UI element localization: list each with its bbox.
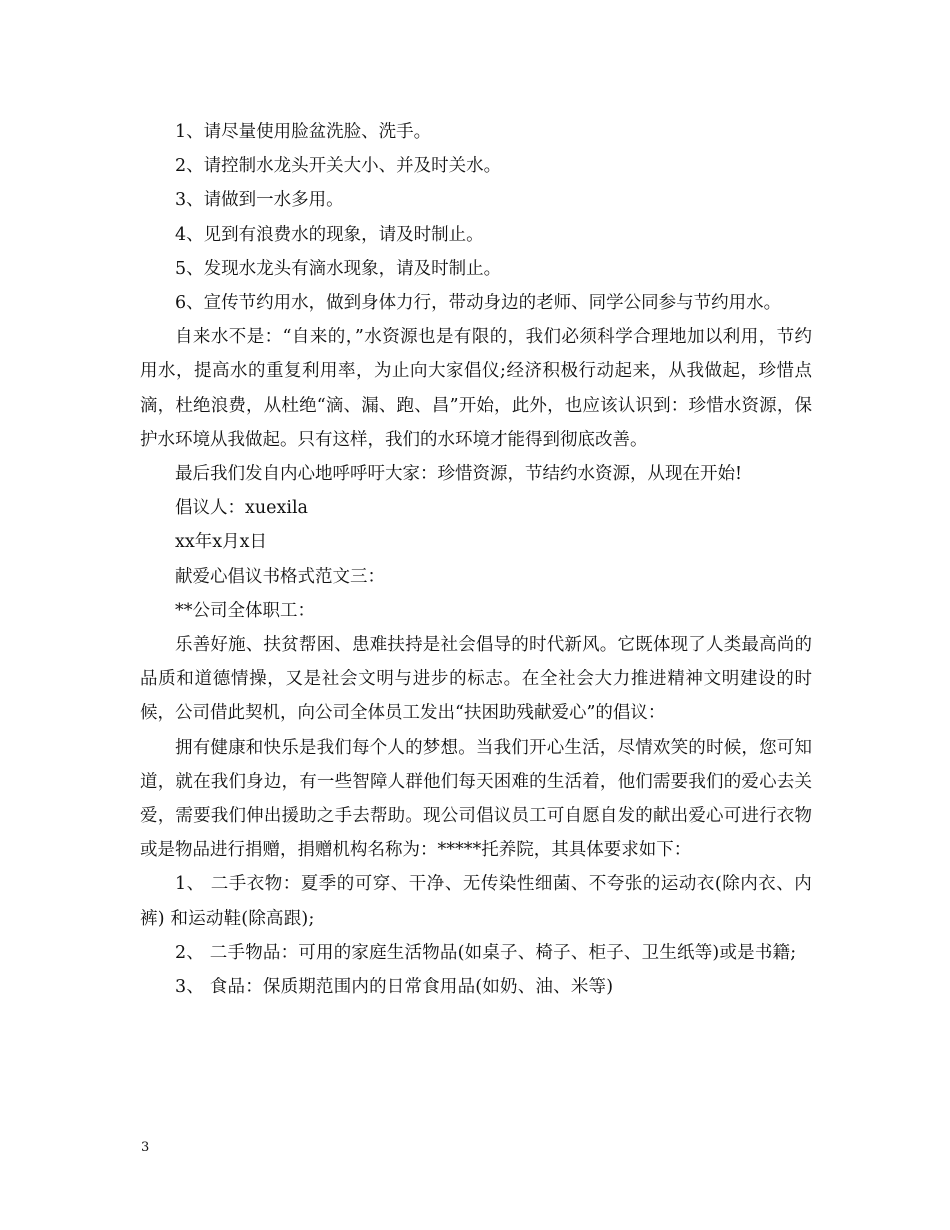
document-body [140,115,812,1004]
list-item-1: 1、请尽量使用脸盆洗脸、洗手。 [175,122,432,142]
donation-item-clothes: 1、 二手衣物：夏季的可穿、干净、无传染性细菌、不夸张的运动衣(除内衣、内裤) 和运动鞋(除高跟); [140,874,812,929]
water-paragraph: 自来水不是：“自来的，”水资源也是有限的，我们必须科学合理地加以利用，节约用水，提高水的重复利用率，为止向大家倡仪;经济积极行动起来，从我做起，珍惜点滴，杜绝浪费，从杜绝“滴、漏、跑、昌”开始，此外，也应该认识到：珍惜水资源，保护水环境从我做起。只有这样，我们的水环境才能得到彻底改善。 [140,327,812,450]
donation-item-goods: 2、 二手物品：可用的家庭生活物品(如桌子、椅子、柜子、卫生纸等)或是书籍; [175,942,797,963]
list-item-3: 3、请做到一水多用。 [175,190,344,211]
intro-paragraph: 乐善好施、扶贫帮困、患难扶持是社会倡导的时代新风。它既体现了人类最高尚的品质和道德情操，又是社会文明与进步的标志。在全社会大力推进精神文明建设的时候，公司借此契机，向公司全体员工发出“扶困助残献爱心”的倡议： [140,635,812,724]
page-number: 3 [141,1140,150,1155]
signatory: 倡议人：xuexila [175,498,308,519]
closing-call: 最后我们发自内心地呼呼吁大家：珍惜资源，节结约水资源，从现在开始! [175,464,743,485]
salutation: **公司全体职工： [175,600,315,621]
donation-item-food: 3、 食品：保质期范围内的日常食用品(如奶、油、米等) [175,977,614,998]
section-heading: 献爱心倡议书格式范文三： [175,566,385,587]
list-item-6: 6、宣传节约用水，做到身体力行，带动身边的老师、同学公同参与节约用水。 [175,293,782,314]
list-item-5: 5、发现水龙头有滴水现象，请及时制止。 [175,258,502,279]
list-item-4: 4、见到有浪费水的现象，请及时制止。 [175,224,484,245]
list-item-2: 2、请控制水龙头开关大小、并及时关水。 [175,156,502,177]
date-line: xx年x月x日 [175,532,267,553]
appeal-paragraph: 拥有健康和快乐是我们每个人的梦想。当我们开心生活，尽情欢笑的时候，您可知道，就在我们身边，有一些智障人群他们每天困难的生活着，他们需要我们的爱心去关爱，需要我们伸出援助之手去帮助。现公司倡议员工可自愿自发的献出爱心可进行衣物或是物品进行捐赠，捐赠机构名称为：*****托养院，其具体要求如下： [140,737,812,861]
